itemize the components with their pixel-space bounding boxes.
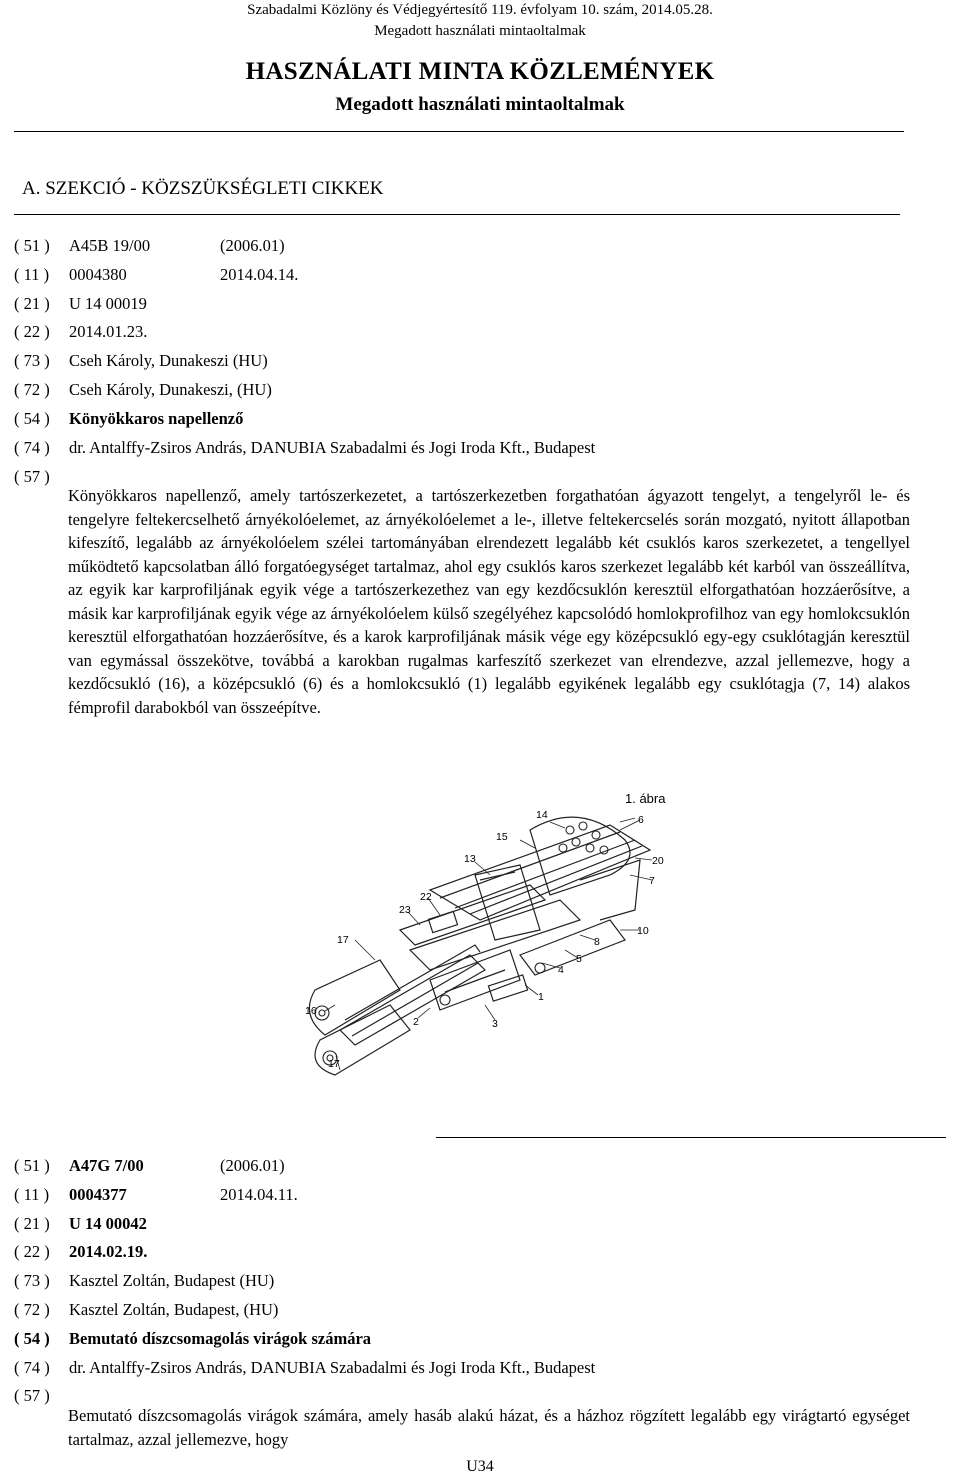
abstract-text: Könyökkaros napellenző, amely tartószerkezetet, a tartószerkezetben forgathatóan ágyazott tengelyt, a tengelyről le- és tengelyre feltekercselhető árnyékolóelemet, az árnyékolóelemet a le-, illetve feltekercselés során mozgató, nyitott állapotban kifeszítő, legalább az árnyékolóelem szélei tartományában elrendezett legalább két csuklós karos szerkezetet, a tengellyel működtető kapcsolatban álló forgatóegységet tartalmaz, ahol egy csuklós karos szerkezet legalább két karból van összeállítva, az egyik kar karprofiljának egyik vége a tartószerkezethez van egy kezdőcsuklón keresztül elforgathatóan hozzáerősítve, a másik kar karprofiljának egyik vége az árnyékolóelem külső szegélyéhez kapcsolódó homlokprofilhoz van egy homlokcsuklón keresztül elforgathatóan hozzáerősítve, és a karok karprofiljának másik vége egy középcsukló egy-egy csuklótagján keresztül van egymással összekötve, továbbá a karokban rugalmas karfeszítő szerkezet van elrendezve, azzal jellemezve, hogy a kezdőcsukló (16), a középcsukló (6) és a homlokcsukló (1) legalább egyikének legalább egy csuklótagja (7, 14) alakos fémprofil darabokból van összeépítve. [68, 486, 910, 717]
page-number: U34 [466, 1458, 494, 1475]
figure-label: 10 [637, 925, 649, 937]
filing-date: 2014.02.19. [69, 1242, 148, 1261]
field-code: ( 72 ) [14, 1300, 50, 1319]
field-code: ( 74 ) [14, 438, 50, 457]
field-code: ( 54 ) [14, 1329, 50, 1348]
field-code: ( 57 ) [14, 467, 50, 486]
field-code: ( 73 ) [14, 1271, 50, 1290]
inventor: Kasztel Zoltán, Budapest, (HU) [69, 1300, 279, 1319]
field-code: ( 51 ) [14, 1156, 50, 1175]
field-code: ( 51 ) [14, 236, 50, 255]
figure-label: 23 [399, 904, 411, 916]
ipc-version: (2006.01) [220, 1156, 285, 1175]
figure-label: 1 [538, 991, 544, 1003]
field-code: ( 21 ) [14, 1214, 50, 1233]
invention-title: Könyökkaros napellenző [69, 409, 244, 428]
figure-label: 8 [594, 936, 600, 948]
page-subtitle: Megadott használati mintaoltalmak [335, 94, 625, 115]
figure-label: 4 [558, 964, 564, 976]
ipc-version: (2006.01) [220, 236, 285, 255]
figure-label: 14 [536, 809, 548, 821]
field-code: ( 73 ) [14, 351, 50, 370]
title-rule [14, 131, 904, 132]
figure-label: 20 [652, 855, 664, 867]
field-code: ( 22 ) [14, 1242, 50, 1261]
figure-label: 16 [305, 1005, 317, 1017]
filing-date: 2014.01.23. [69, 322, 148, 341]
field-code: ( 11 ) [14, 1185, 50, 1204]
patent-drawing [280, 780, 700, 1085]
page-title: HASZNÁLATI MINTA KÖZLEMÉNYEK [245, 58, 715, 85]
ipc-class: A45B 19/00 [69, 236, 151, 255]
figure-label: 7 [649, 875, 655, 887]
registration-date: 2014.04.11. [220, 1185, 298, 1204]
registration-number: 0004380 [69, 265, 127, 284]
figure-label: 15 [496, 831, 508, 843]
field-code: ( 22 ) [14, 322, 50, 341]
owner: Kasztel Zoltán, Budapest (HU) [69, 1271, 275, 1290]
figure-label: 17 [328, 1058, 340, 1070]
ipc-class: A47G 7/00 [69, 1156, 144, 1175]
figure-label: 22 [420, 891, 432, 903]
figure-label: 6 [638, 814, 644, 826]
inventor: Cseh Károly, Dunakeszi, (HU) [69, 380, 272, 399]
section-heading: A. SZEKCIÓ - KÖZSZÜKSÉGLETI CIKKEK [22, 178, 384, 199]
owner: Cseh Károly, Dunakeszi (HU) [69, 351, 268, 370]
entry-separator-rule [436, 1137, 946, 1138]
figure-label: 13 [464, 853, 476, 865]
invention-title: Bemutató díszcsomagolás virágok számára [69, 1329, 372, 1348]
section-rule [14, 214, 900, 215]
field-code: ( 57 ) [14, 1386, 50, 1405]
figure-label: 17 [337, 934, 349, 946]
application-number: U 14 00019 [69, 294, 147, 313]
figure-caption: 1. ábra [625, 791, 666, 806]
journal-header: Szabadalmi Közlöny és Védjegyértesítő 119. évfolyam 10. szám, 2014.05.28. [247, 2, 713, 18]
field-code: ( 74 ) [14, 1358, 50, 1377]
application-number: U 14 00042 [69, 1214, 147, 1233]
field-code: ( 21 ) [14, 294, 50, 313]
field-code: ( 72 ) [14, 380, 50, 399]
figure-label: 2 [413, 1016, 419, 1028]
field-code: ( 11 ) [14, 265, 50, 284]
figure-label: 3 [492, 1018, 498, 1030]
abstract-text: Bemutató díszcsomagolás virágok számára, amely hasáb alakú házat, és a házhoz rögzített legalább egy virágtartó egységet tartalmaz, azzal jellemezve, hogy [68, 1406, 910, 1449]
header-section-line: Megadott használati mintaoltalmak [374, 23, 586, 39]
registration-number: 0004377 [69, 1185, 127, 1204]
registration-date: 2014.04.14. [220, 265, 299, 284]
representative: dr. Antalffy-Zsiros András, DANUBIA Szabadalmi és Jogi Iroda Kft., Budapest [69, 438, 596, 457]
figure-label: 5 [576, 953, 582, 965]
field-code: ( 54 ) [14, 409, 50, 428]
representative: dr. Antalffy-Zsiros András, DANUBIA Szabadalmi és Jogi Iroda Kft., Budapest [69, 1358, 596, 1377]
